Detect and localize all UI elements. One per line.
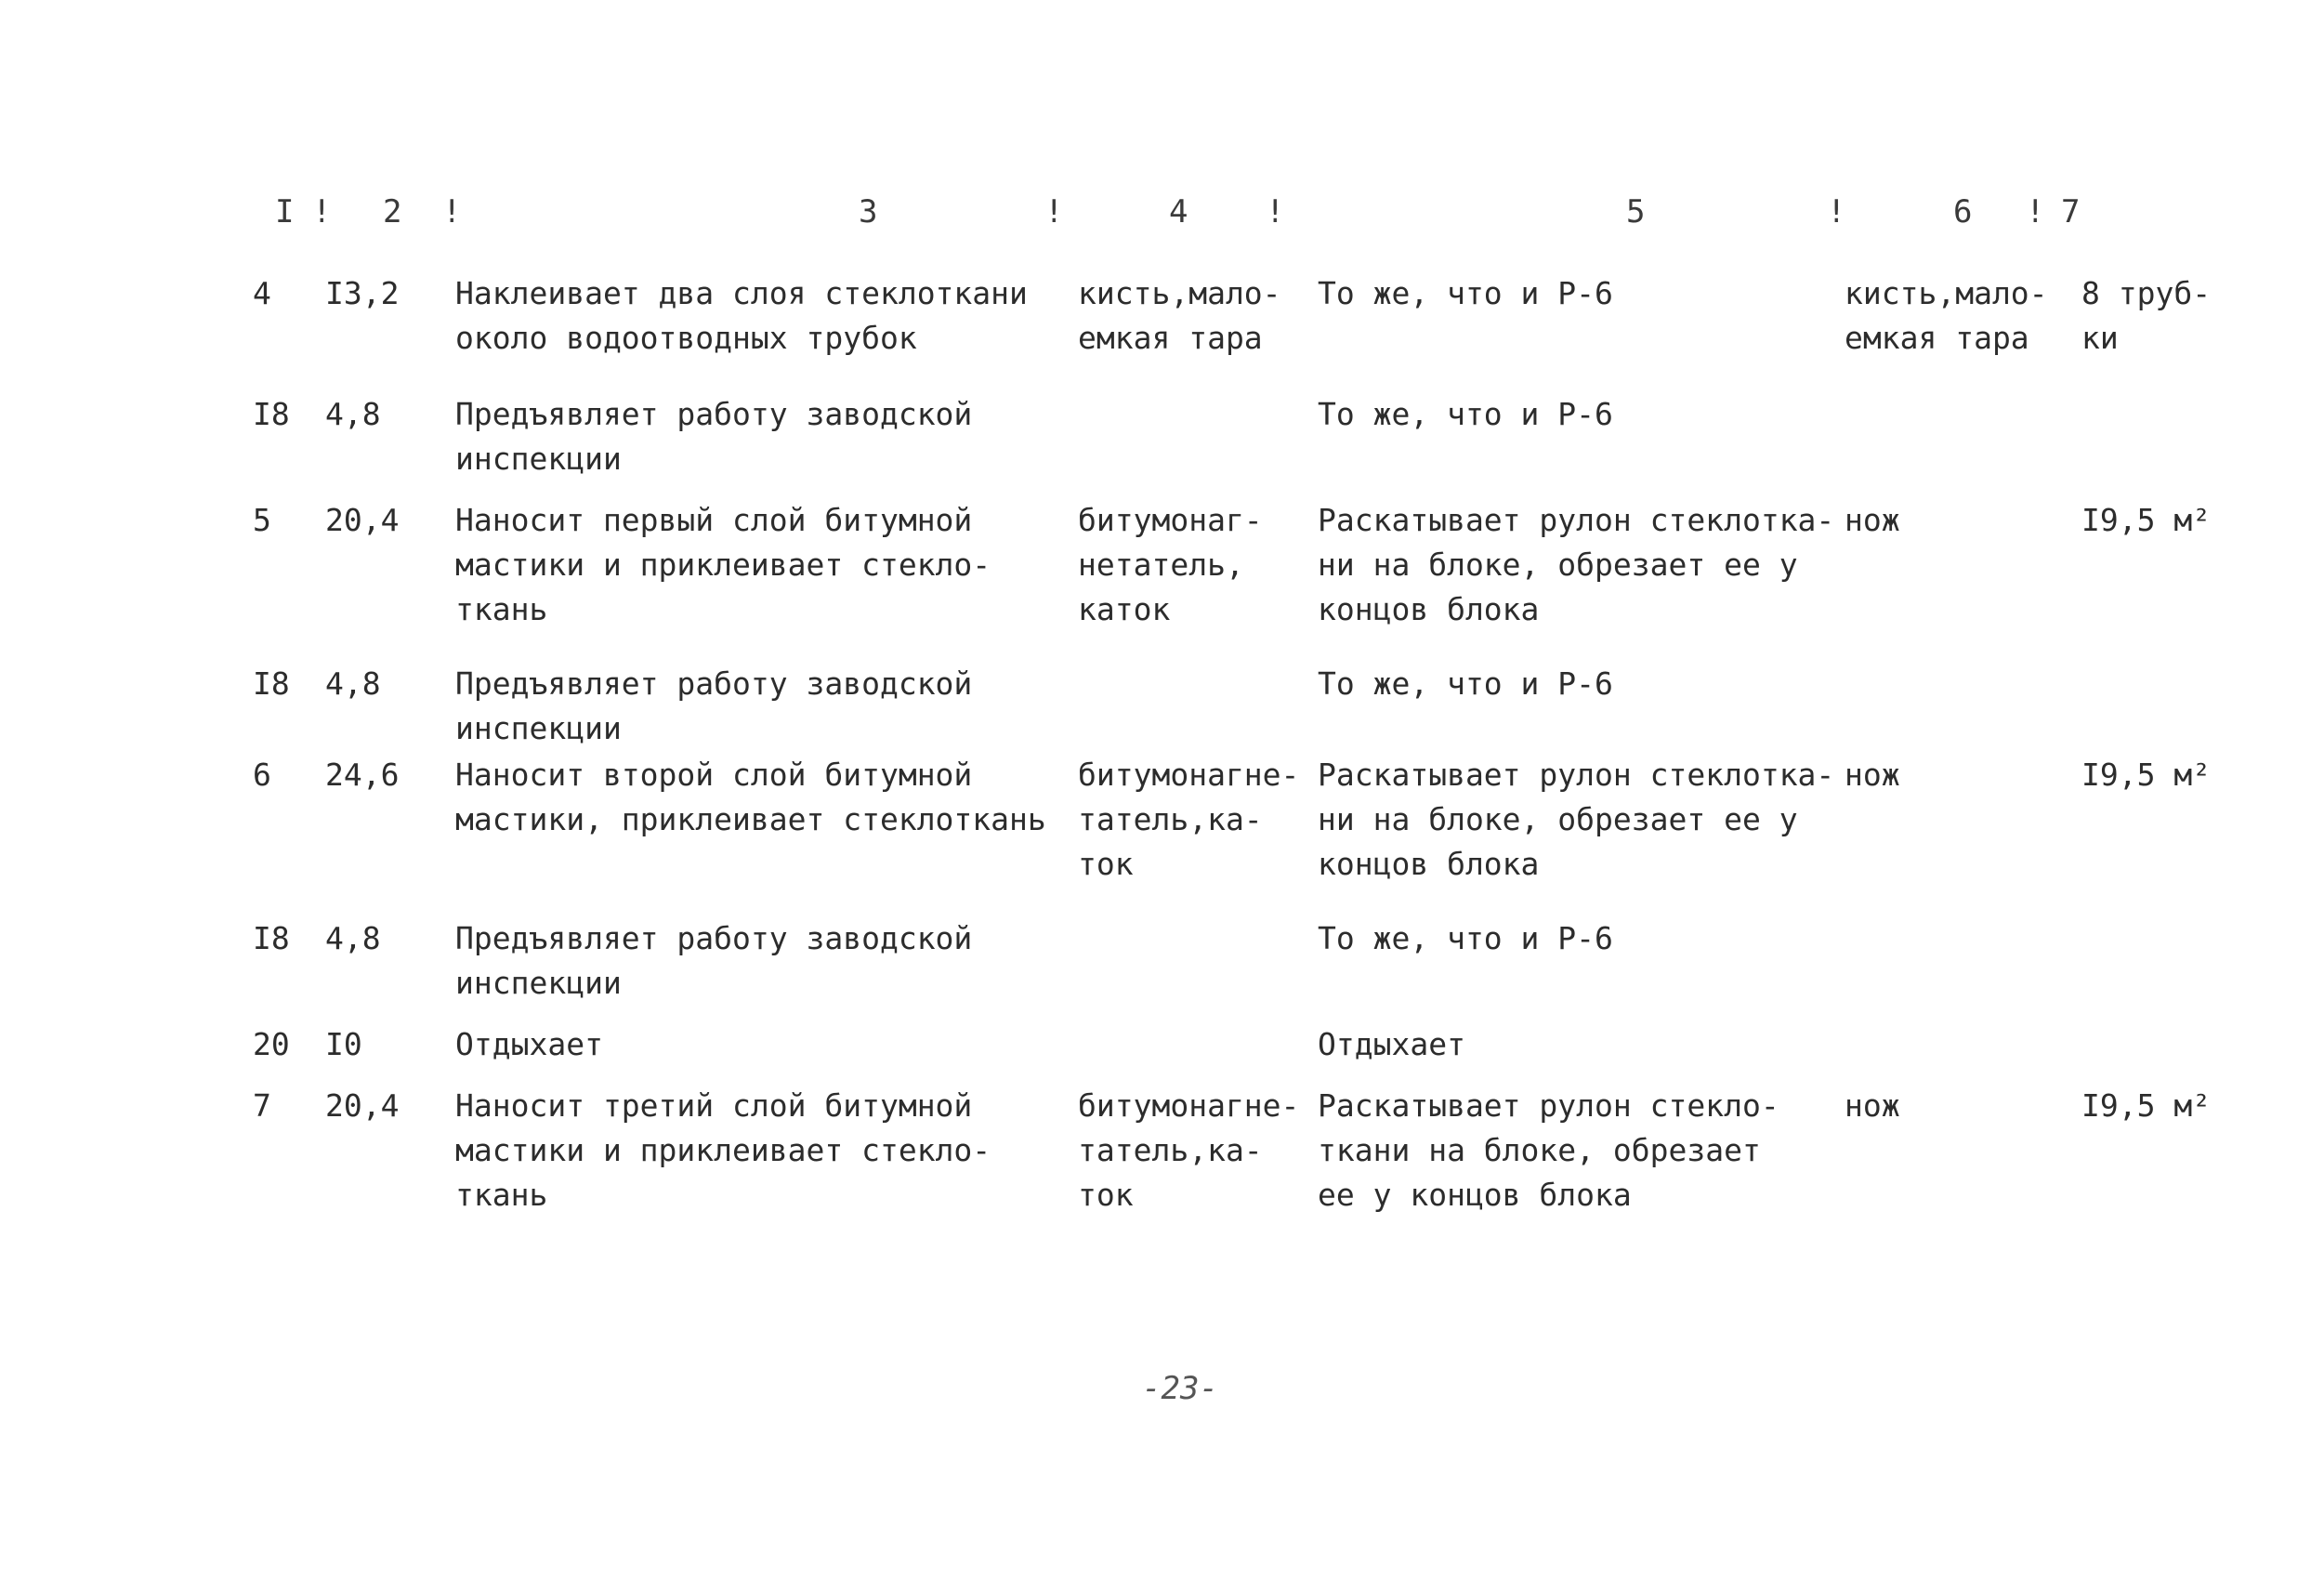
row-col-3: Отдыхает <box>455 1026 603 1062</box>
row-col-6: нож <box>1845 757 1900 793</box>
header-separator: ! <box>1044 193 1064 230</box>
header-col-4: 4 <box>1169 193 1188 230</box>
row-col-1: 5 <box>253 502 271 538</box>
row-col-2: 4,8 <box>325 665 381 702</box>
row-col-1: 4 <box>253 275 271 311</box>
row-col-2: 24,6 <box>325 757 400 793</box>
row-col-4: кисть,мало- емкая тара <box>1078 275 1281 356</box>
row-col-3: Наносит третий слой битумной мастики и приклеивает стекло- ткань <box>455 1087 991 1213</box>
row-col-3: Наклеивает два слоя стеклоткани около водоотводных трубок <box>455 275 1028 356</box>
row-col-4: битумонагне- татель,ка- ток <box>1078 757 1300 882</box>
row-col-7: 8 труб- ки <box>2081 275 2212 356</box>
header-col-6: 6 <box>1953 193 1973 230</box>
row-col-2: 4,8 <box>325 396 381 432</box>
row-col-2: I3,2 <box>325 275 400 311</box>
row-col-5: Раскатывает рулон стеклотка- ни на блоке, обрезает ее у концов блока <box>1318 757 1835 882</box>
row-col-1: 6 <box>253 757 271 793</box>
row-col-1: I8 <box>253 665 290 702</box>
row-col-1: 7 <box>253 1087 271 1124</box>
header-col-2: 2 <box>383 193 402 230</box>
row-col-4: битумонагне- татель,ка- ток <box>1078 1087 1300 1213</box>
header-col-5: 5 <box>1626 193 1646 230</box>
row-col-3: Предъявляет работу заводской инспекции <box>455 920 973 1001</box>
header-separator: ! <box>312 193 332 230</box>
header-separator: ! <box>1827 193 1846 230</box>
row-col-2: 20,4 <box>325 1087 400 1124</box>
row-col-2: 4,8 <box>325 920 381 956</box>
row-col-5: То же, что и Р-6 <box>1318 665 1613 702</box>
row-col-1: I8 <box>253 396 290 432</box>
header-col-1: I <box>275 193 295 230</box>
header-separator: ! <box>1266 193 1285 230</box>
row-col-3: Предъявляет работу заводской инспекции <box>455 665 973 746</box>
row-col-2: I0 <box>325 1026 362 1062</box>
row-col-6: кисть,мало- емкая тара <box>1845 275 2048 356</box>
header-separator: ! <box>442 193 462 230</box>
row-col-6: нож <box>1845 1087 1900 1124</box>
row-col-3: Наносит первый слой битумной мастики и приклеивает стекло- ткань <box>455 502 991 627</box>
row-col-5: Отдыхает <box>1318 1026 1465 1062</box>
row-col-5: Раскатывает рулон стеклотка- ни на блоке, обрезает ее у концов блока <box>1318 502 1835 627</box>
page-number: -23- <box>1142 1370 1218 1407</box>
row-col-1: I8 <box>253 920 290 956</box>
row-col-6: нож <box>1845 502 1900 538</box>
row-col-1: 20 <box>253 1026 290 1062</box>
header-separator: ! <box>2026 193 2045 230</box>
row-col-3: Наносит второй слой битумной мастики, приклеивает стеклоткань <box>455 757 1046 837</box>
row-col-7: I9,5 м² <box>2081 1087 2212 1124</box>
row-col-7: I9,5 м² <box>2081 502 2212 538</box>
row-col-2: 20,4 <box>325 502 400 538</box>
row-col-5: То же, что и Р-6 <box>1318 396 1613 432</box>
row-col-5: Раскатывает рулон стекло- ткани на блоке, обрезает ее у концов блока <box>1318 1087 1779 1213</box>
row-col-7: I9,5 м² <box>2081 757 2212 793</box>
header-col-3: 3 <box>859 193 878 230</box>
row-col-4: битумонаг- нетатель, каток <box>1078 502 1263 627</box>
column-header-row <box>0 193 2324 240</box>
row-col-5: То же, что и Р-6 <box>1318 920 1613 956</box>
row-col-3: Предъявляет работу заводской инспекции <box>455 396 973 477</box>
row-col-5: То же, что и Р-6 <box>1318 275 1613 311</box>
header-col-7: 7 <box>2061 193 2081 230</box>
